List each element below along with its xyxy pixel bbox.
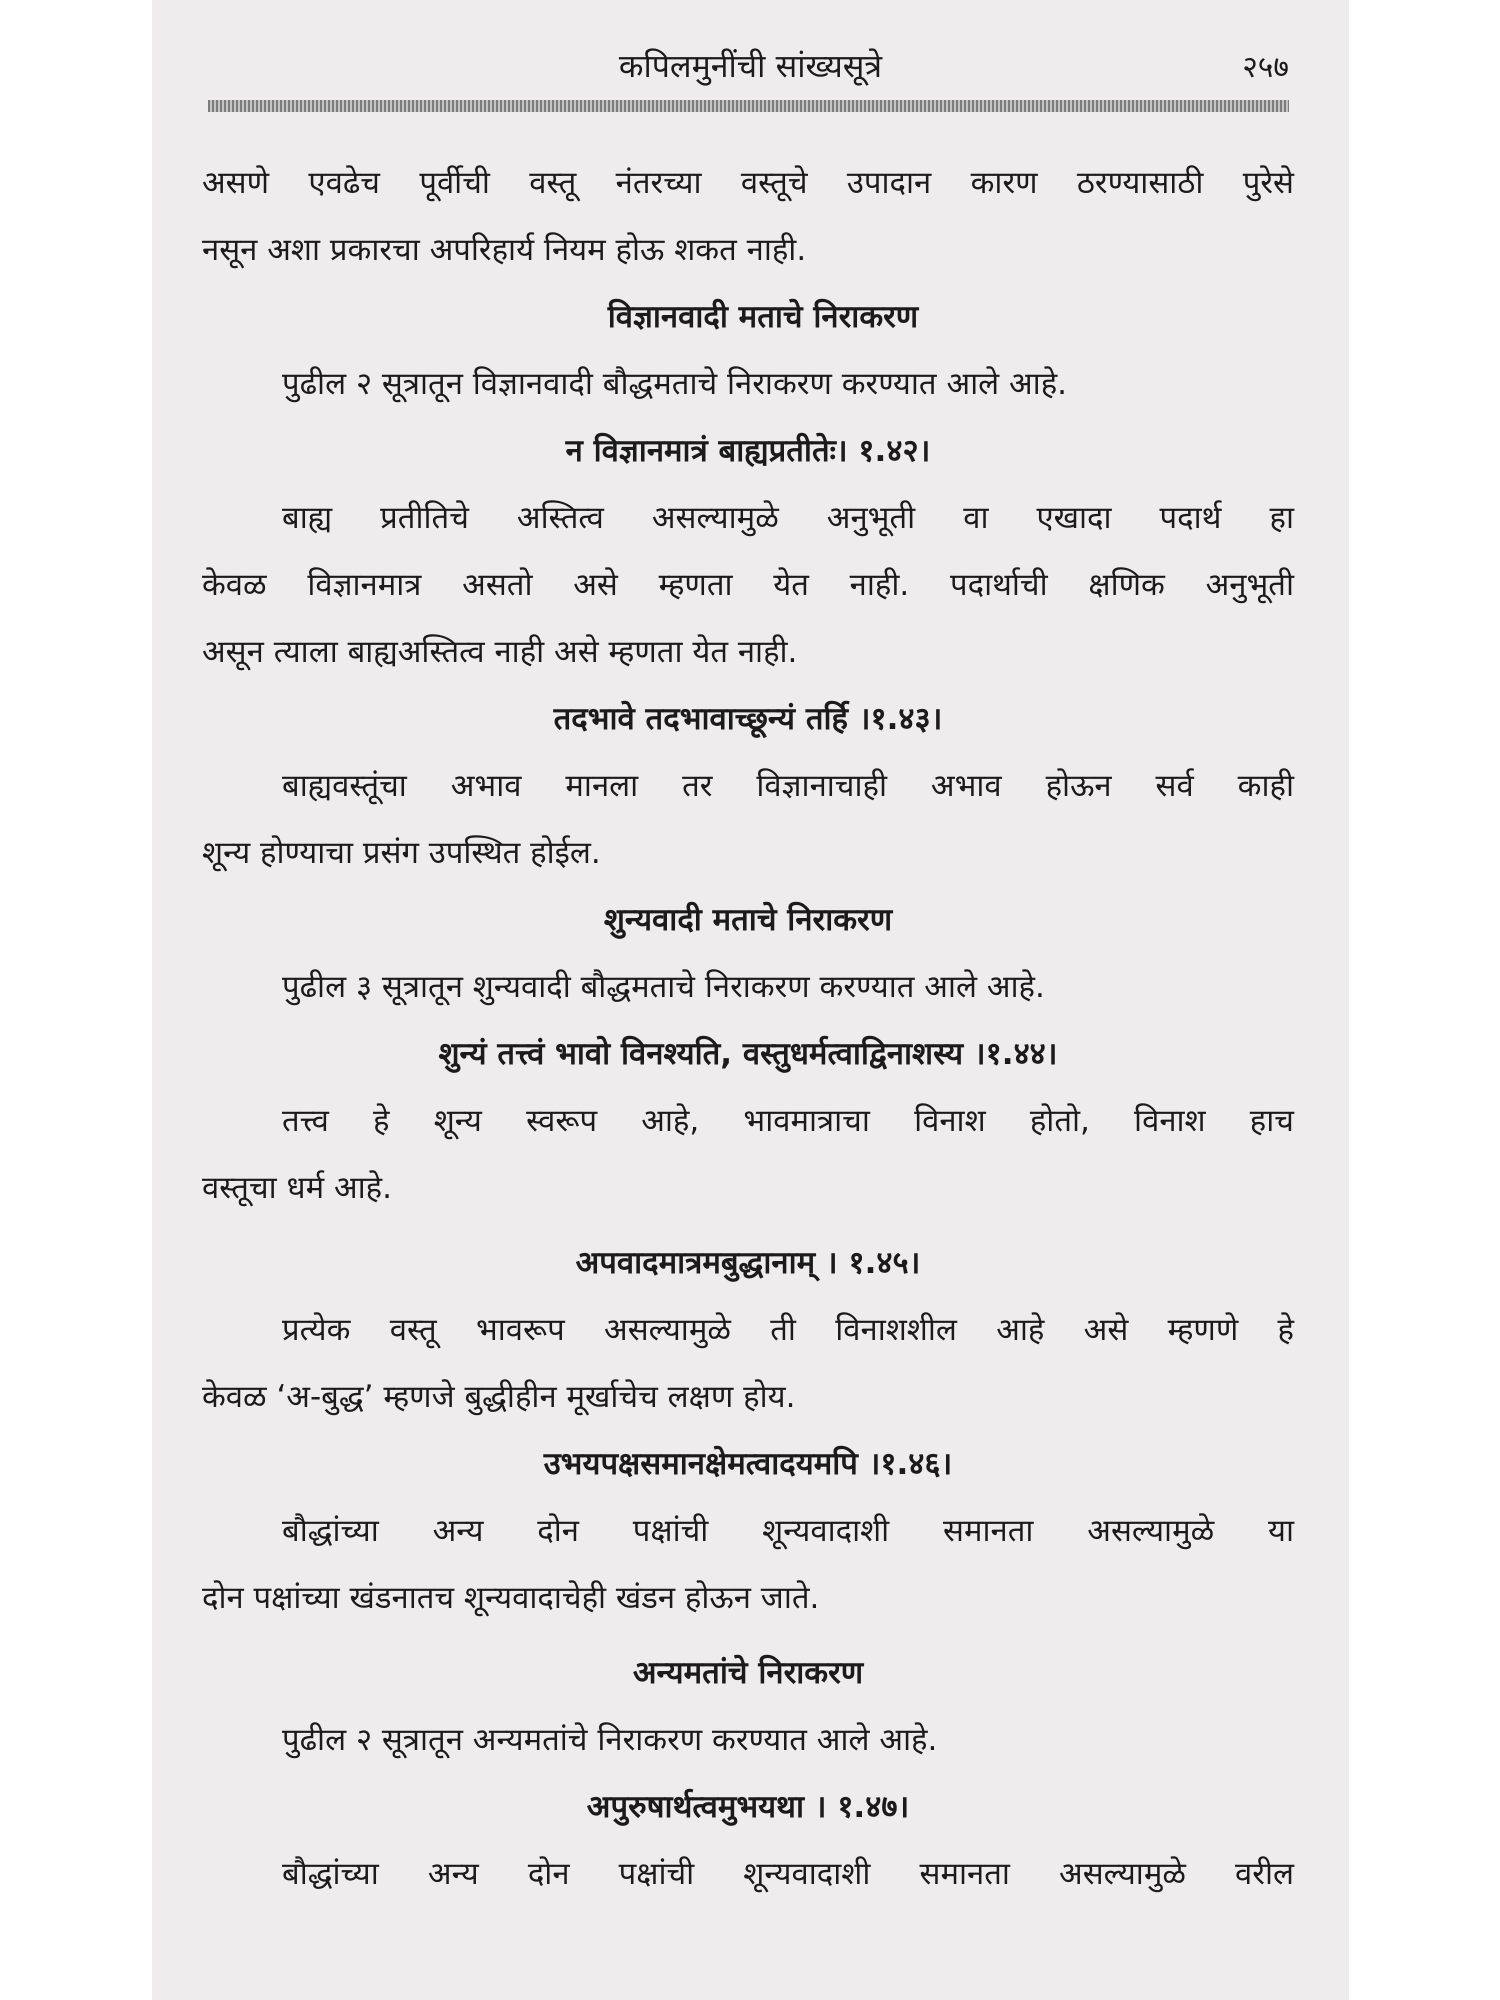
section-heading: अन्यमतांचे निराकरण xyxy=(632,1655,864,1691)
text-line: बौद्धांच्या अन्य दोन पक्षांची शून्यवादाशी समानता असल्यामुळे या xyxy=(282,1513,1294,1549)
text-line: बाह्यवस्तूंचा अभाव मानला तर विज्ञानाचाही अभाव होऊन सर्व काही xyxy=(282,768,1294,804)
text-line: असणे एवढेच पूर्वीची वस्तू नंतरच्या वस्तूचे उपादान कारण ठरण्यासाठी पुरेसे xyxy=(202,165,1294,201)
text-line: पुढील २ सूत्रातून विज्ञानवादी बौद्धमताचे निराकरण करण्यात आले आहे. xyxy=(282,366,1068,402)
section-heading: शुन्यवादी मताचे निराकरण xyxy=(603,902,893,938)
text-line: बाह्य प्रतीतिचे अस्तित्व असल्यामुळे अनुभूती वा एखादा पदार्थ हा xyxy=(282,500,1294,536)
running-head-title: कपिलमुनींची सांख्यसूत्रे xyxy=(618,47,883,85)
page-number: २५७ xyxy=(1242,50,1289,85)
sutra-line: अपुरुषार्थत्वमुभयथा । १.४७। xyxy=(586,1789,910,1825)
text-line: केवळ विज्ञानमात्र असतो असे म्हणता येत नाही. पदार्थाची क्षणिक अनुभूती xyxy=(202,567,1294,603)
text-line: शून्य होण्याचा प्रसंग उपस्थित होईल. xyxy=(202,835,601,871)
book-page xyxy=(152,0,1349,2000)
header-rule xyxy=(208,100,1289,112)
sutra-line: तदभावे तदभावाच्छून्यं तर्हि ।१.४३। xyxy=(553,701,943,737)
text-line: असून त्याला बाह्यअस्तित्व नाही असे म्हणता येत नाही. xyxy=(202,634,798,670)
text-line: बौद्धांच्या अन्य दोन पक्षांची शून्यवादाशी समानता असल्यामुळे वरील xyxy=(282,1856,1294,1892)
text-line: प्रत्येक वस्तू भावरूप असल्यामुळे ती विनाशशील आहे असे म्हणणे हे xyxy=(282,1312,1294,1348)
text-line: वस्तूचा धर्म आहे. xyxy=(202,1170,392,1206)
sutra-line: अपवादमात्रमबुद्धानाम् । १.४५। xyxy=(575,1245,921,1281)
text-line: दोन पक्षांच्या खंडनातच शून्यवादाचेही खंडन होऊन जाते. xyxy=(202,1580,820,1616)
text-line: नसून अशा प्रकारचा अपरिहार्य नियम होऊ शकत नाही. xyxy=(202,232,807,268)
text-line: केवळ ‘अ-बुद्ध’ म्हणजे बुद्धीहीन मूर्खाचेच लक्षण होय. xyxy=(202,1379,796,1415)
sutra-line: शुन्यं तत्त्वं भावो विनश्यति, वस्तुधर्मत्वाद्विनाशस्य ।१.४४। xyxy=(438,1036,1058,1072)
running-head xyxy=(212,42,1289,102)
text-line: पुढील ३ सूत्रातून शुन्यवादी बौद्धमताचे निराकरण करण्यात आले आहे. xyxy=(282,969,1045,1005)
text-line: तत्त्व हे शून्य स्वरूप आहे, भावमात्राचा विनाश होतो, विनाश हाच xyxy=(282,1103,1294,1139)
section-heading: विज्ञानवादी मताचे निराकरण xyxy=(607,299,919,335)
text-line: पुढील २ सूत्रातून अन्यमतांचे निराकरण करण्यात आले आहे. xyxy=(282,1722,938,1758)
sutra-line: न विज्ञानमात्रं बाह्यप्रतीतेः। १.४२। xyxy=(565,433,931,469)
body-text xyxy=(202,150,1294,1908)
sutra-line: उभयपक्षसमानक्षेमत्वादयमपि ।१.४६। xyxy=(543,1446,953,1482)
